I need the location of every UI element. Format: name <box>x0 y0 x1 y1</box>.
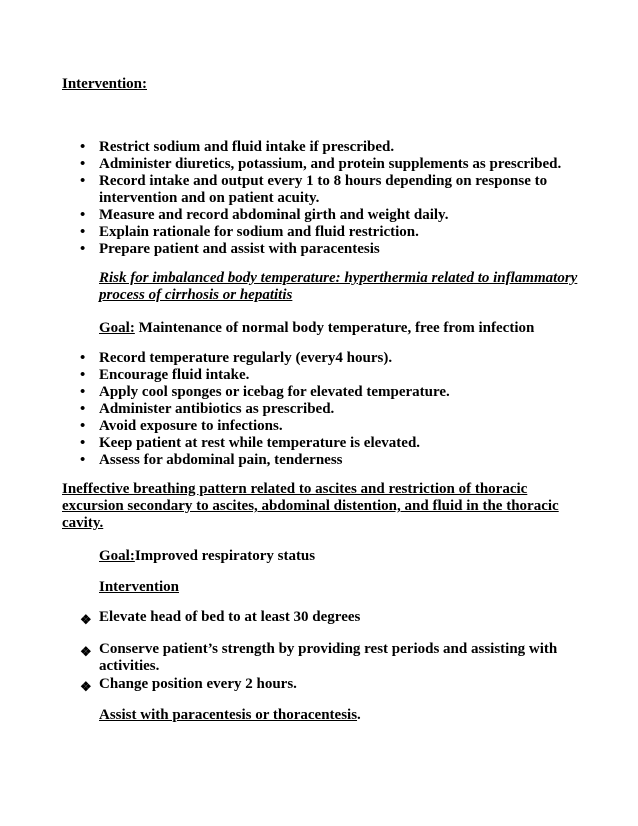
intervention-heading: Intervention: <box>62 76 147 92</box>
list-item: Avoid exposure to infections. <box>99 418 283 434</box>
breathing-final-line <box>99 707 619 724</box>
list-item: Keep patient at rest while temperature is elevated. <box>99 435 421 451</box>
diamond-bullet-icon: ❖ <box>80 679 92 694</box>
list-item: Record intake and output every 1 to 8 hours depending on response to intervention and on patient acuity. <box>99 173 548 206</box>
final-line-text: Assist with paracentesis or thoracentesis <box>99 707 358 723</box>
bullet-icon: • <box>80 139 86 155</box>
bullet-icon: • <box>80 401 86 417</box>
bullet-icon: • <box>80 224 86 240</box>
breathing-intervention-heading: Intervention <box>99 579 179 595</box>
bullet-icon: • <box>80 207 86 223</box>
final-line-period: . <box>357 707 361 723</box>
list-item: Administer antibiotics as prescribed. <box>99 401 335 417</box>
bullet-icon: • <box>80 350 86 366</box>
goal-label: Goal: <box>99 548 135 564</box>
goal-text: Improved respiratory status <box>134 548 316 564</box>
hyperthermia-goal <box>99 320 619 337</box>
list-item: Measure and record abdominal girth and weight daily. <box>99 207 449 223</box>
hyperthermia-diagnosis: Risk for imbalanced body temperature: hyperthermia related to inflammatory process of cirrhosis or hepatitis <box>99 270 578 303</box>
list-item: Elevate head of bed to at least 30 degrees <box>99 609 361 625</box>
goal-text: Maintenance of normal body temperature, free from infection <box>138 320 535 336</box>
diamond-bullet-icon: ❖ <box>80 644 92 659</box>
bullet-icon: • <box>80 418 86 434</box>
list-item: Administer diuretics, potassium, and protein supplements as prescribed. <box>99 156 562 172</box>
bullet-icon: • <box>80 156 86 172</box>
list-item: Prepare patient and assist with paracentesis <box>99 241 380 257</box>
breathing-goal <box>99 548 619 565</box>
list-item: Encourage fluid intake. <box>99 367 250 383</box>
bullet-icon: • <box>80 452 86 468</box>
list-item: Conserve patient’s strength by providing rest periods and assisting with activities. <box>99 641 558 674</box>
list-item: Assess for abdominal pain, tenderness <box>99 452 343 468</box>
list-item: Restrict sodium and fluid intake if prescribed. <box>99 139 395 155</box>
breathing-diagnosis: Ineffective breathing pattern related to ascites and restriction of thoracic excursion secondary to ascites, abdominal distention, and fluid in the thoracic cavity. <box>62 481 559 531</box>
bullet-icon: • <box>80 173 86 189</box>
list-item: Change position every 2 hours. <box>99 676 297 692</box>
bullet-icon: • <box>80 435 86 451</box>
list-item: Record temperature regularly (every4 hours). <box>99 350 393 366</box>
bullet-icon: • <box>80 241 86 257</box>
goal-label: Goal: <box>99 320 135 336</box>
list-item: Apply cool sponges or icebag for elevated temperature. <box>99 384 450 400</box>
list-item: Explain rationale for sodium and fluid restriction. <box>99 224 419 240</box>
bullet-icon: • <box>80 384 86 400</box>
diamond-bullet-icon: ❖ <box>80 612 92 627</box>
bullet-icon: • <box>80 367 86 383</box>
